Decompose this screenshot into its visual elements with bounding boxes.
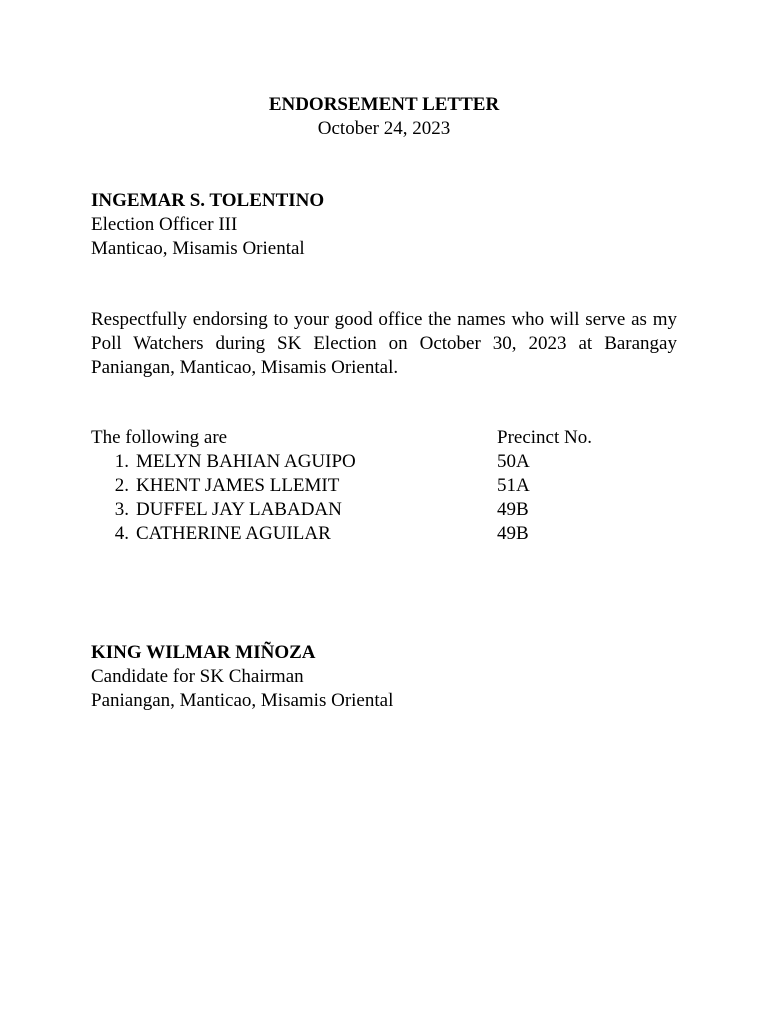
list-item-precinct: 51A xyxy=(497,475,530,496)
list-item-number: 3. xyxy=(114,499,129,520)
recipient-position: Election Officer III xyxy=(91,214,238,235)
recipient-name: INGEMAR S. TOLENTINO xyxy=(91,190,325,211)
letter-header xyxy=(0,93,768,141)
list-item-name: DUFFEL JAY LABADAN xyxy=(136,499,342,520)
list-item-name: KHENT JAMES LLEMIT xyxy=(136,475,340,496)
poll-watcher-list xyxy=(91,426,691,546)
list-item-precinct: 49B xyxy=(497,499,529,520)
list-header xyxy=(91,426,691,450)
recipient-location: Manticao, Misamis Oriental xyxy=(91,238,305,259)
list-item xyxy=(91,522,691,546)
list-item-name: CATHERINE AGUILAR xyxy=(136,523,331,544)
list-item-precinct: 49B xyxy=(497,523,529,544)
signer-location: Paniangan, Manticao, Misamis Oriental xyxy=(91,690,394,711)
list-item-number: 4. xyxy=(114,523,129,544)
list-item xyxy=(91,450,691,474)
list-item-number: 1. xyxy=(114,451,129,472)
list-item xyxy=(91,498,691,522)
list-item-precinct: 50A xyxy=(497,451,530,472)
list-intro: The following are xyxy=(91,427,228,448)
recipient-block xyxy=(91,189,324,261)
list-item-number: 2. xyxy=(114,475,129,496)
body-paragraph: Respectfully endorsing to your good office the names who will serve as my Poll Watchers during SK Election on October 30, 2023 at Barangay Paniangan, Manticao, Misamis Oriental. xyxy=(91,309,677,378)
letter-title: ENDORSEMENT LETTER xyxy=(268,94,500,115)
list-item-name: MELYN BAHIAN AGUIPO xyxy=(136,451,356,472)
signer-block xyxy=(91,641,393,713)
list-item xyxy=(91,474,691,498)
letter-date: October 24, 2023 xyxy=(317,118,451,139)
precinct-header: Precinct No. xyxy=(497,427,592,448)
signer-name: KING WILMAR MIÑOZA xyxy=(91,642,316,663)
signer-position: Candidate for SK Chairman xyxy=(91,666,304,687)
